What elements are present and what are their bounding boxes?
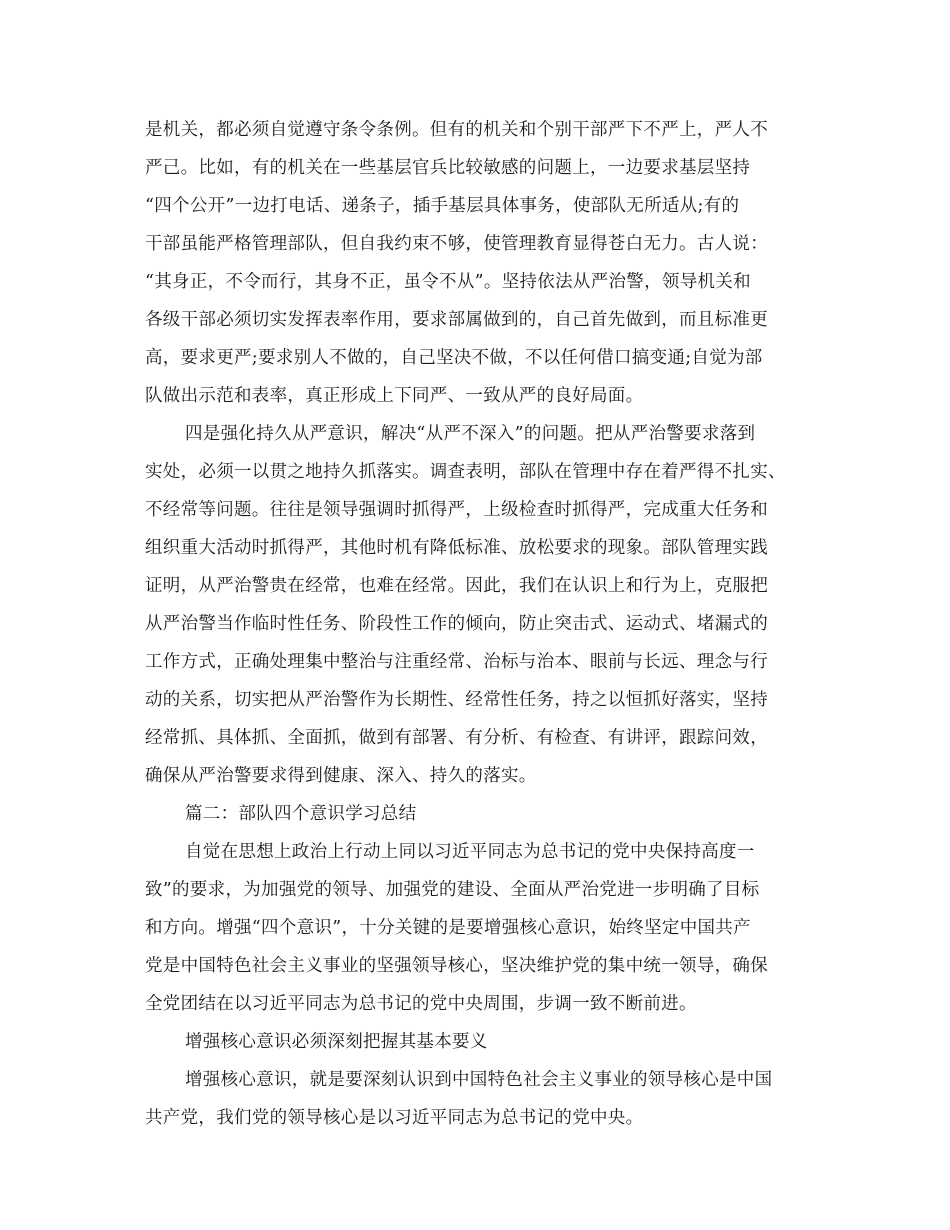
text-line: 和方向。增强“四个意识”，十分关键的是要增强核心意识，始终坚定中国共产 — [145, 918, 751, 938]
text-line: 党是中国特色社会主义事业的坚强领导核心，坚决维护党的集中统一领导，确保 — [145, 956, 768, 976]
text-line: 干部虽能严格管理部队，但自我约束不够，使管理教育显得苍白无力。古人说： — [145, 234, 768, 254]
subheading: 增强核心意识必须深刻把握其基本要义 — [185, 1032, 488, 1052]
paragraph-first-line: 增强核心意识，就是要深刻认识到中国特色社会主义事业的领导核心是中国 — [185, 1070, 773, 1090]
text-line: 是机关，都必须自觉遵守条令条例。但有的机关和个别干部严下不严上，严人不 — [145, 120, 768, 140]
text-line: 各级干部必须切实发挥表率作用，要求部属做到的，自己首先做到，而且标准更 — [145, 310, 768, 330]
text-line: 证明，从严治警贵在经常，也难在经常。因此，我们在认识上和行为上，克服把 — [145, 576, 768, 596]
text-line: 实处，必须一以贯之地持久抓落实。调查表明，部队在管理中存在着严得不扎实、 — [145, 462, 786, 482]
text-line: 工作方式，正确处理集中整治与注重经常、治标与治本、眼前与长远、理念与行 — [145, 652, 768, 672]
paragraph-first-line: 四是强化持久从严意识，解决“从严不深入”的问题。把从严治警要求落到 — [185, 424, 756, 444]
text-line: “其身正，不令而行，其身不正，虽令不从”。坚持依法从严治警，领导机关和 — [145, 272, 751, 292]
text-line: 致”的要求，为加强党的领导、加强党的建设、全面从严治党进一步明确了目标 — [145, 880, 760, 900]
text-line: 从严治警当作临时性任务、阶段性工作的倾向，防止突击式、运动式、堵漏式的 — [145, 614, 768, 634]
text-line: 不经常等问题。往往是领导强调时抓得严，上级检查时抓得严，完成重大任务和 — [145, 500, 768, 520]
section-heading: 篇二：部队四个意识学习总结 — [185, 804, 417, 824]
text-line: “四个公开”一边打电话、递条子，插手基层具体事务，使部队无所适从;有的 — [145, 196, 740, 216]
text-line: 经常抓、具体抓、全面抓，做到有部署、有分析、有检查、有讲评，跟踪问效， — [145, 728, 768, 748]
text-line: 确保从严治警要求得到健康、深入、持久的落实。 — [145, 766, 537, 786]
paragraph-first-line: 自觉在思想上政治上行动上同以习近平同志为总书记的党中央保持高度一 — [185, 842, 755, 862]
text-line: 动的关系，切实把从严治警作为长期性、经常性任务，持之以恒抓好落实，坚持 — [145, 690, 768, 710]
text-line: 共产党，我们党的领导核心是以习近平同志为总书记的党中央。 — [145, 1108, 644, 1128]
text-line: 组织重大活动时抓得严，其他时机有降低标准、放松要求的现象。部队管理实践 — [145, 538, 768, 558]
text-line: 全党团结在以习近平同志为总书记的党中央周围，步调一致不断前进。 — [145, 994, 697, 1014]
text-line: 严己。比如，有的机关在一些基层官兵比较敏感的问题上，一边要求基层坚持 — [145, 158, 751, 178]
text-line: 高，要求更严;要求别人不做的，自己坚决不做，不以任何借口搞变通;自觉为部 — [145, 348, 763, 368]
text-line: 队做出示范和表率，真正形成上下同严、一致从严的良好局面。 — [145, 386, 644, 406]
